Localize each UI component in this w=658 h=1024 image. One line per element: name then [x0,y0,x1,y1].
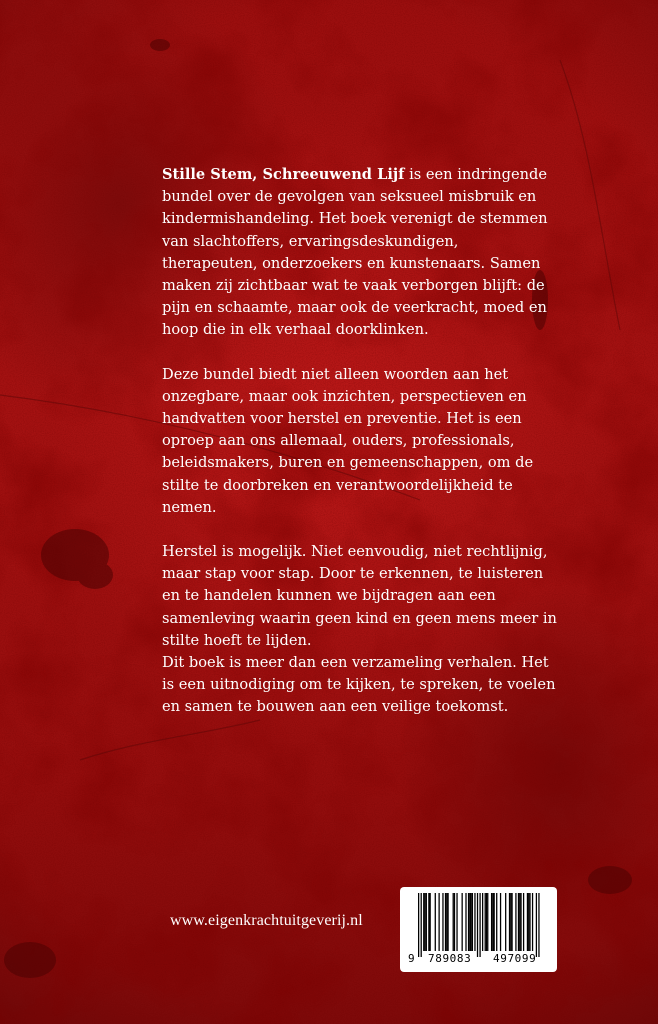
barcode-bar [536,893,537,957]
barcode-bar [479,893,480,957]
barcode-bar [454,893,455,951]
barcode-bar [492,893,493,951]
publisher-website[interactable]: www.eigenkrachtuitgeverij.nl [170,912,363,929]
barcode-bar [477,893,478,957]
barcode-bar [532,893,533,951]
barcode-bar [523,893,524,951]
barcode-bar [485,893,486,951]
barcode-bar [527,893,528,951]
barcode-bar [515,893,516,951]
barcode-bar [528,893,529,951]
blurb-paragraph-1 [162,164,558,342]
barcode-bar [487,893,488,951]
barcode-bar [520,893,521,951]
blurb-paragraph-2: Deze bundel biedt niet alleen woorden aan het onzegbare, maar ook inzichten, perspectieven en handvatten voor herstel en preventie. Het is een oproep aan ons allemaal, ouders, professionals, beleidsmakers, buren en gemeenschappen, om de stilte te doorbreken en verantwoordelijkheid te nemen. [162,365,534,516]
blurb-paragraph-3: Herstel is mogelijk. Niet eenvoudig, niet rechtlijnig, maar stap voor stap. Door te erkennen, te luisteren en te handelen kunnen we bijdragen aan een samenleving waarin geen kind en geen mens meer in stilte hoeft te lijden. [162,543,557,649]
barcode-bar [494,893,495,951]
isbn-barcode [400,887,557,972]
barcode-bar [470,893,471,951]
barcode-bar [509,893,510,951]
barcode-bar [465,893,466,951]
barcode-bar [418,893,419,957]
barcode-bar [505,893,506,951]
blurb-paragraph-4: Dit boek is meer dan een verzameling verhalen. Het is een uitnodiging om te kijken, te spreken, te voelen en samen te bouwen aan een veilige toekomst. [162,654,556,716]
barcode-bar [424,893,425,951]
barcode-bar [456,893,457,951]
blurb-paragraph-1-text: is een indringende bundel over de gevolgen van seksueel misbruik en kindermishandeling. Het boek verenigt de stemmen van slachtoffers, ervaringsdeskundigen, therapeuten, onderzoekers en kunstenaars. Samen maken zij zichtbaar wat te vaak verborgen blijft: de pijn en schaamte, maar ook de veerkracht, moed en hoop die in elk verhaal doorklinken. [162,166,548,339]
barcode-bar [446,893,447,951]
barcode-bar [538,893,539,957]
barcode-bar [430,893,431,951]
barcode-bar [491,893,492,951]
barcode-bar [421,893,422,957]
barcode-bar [445,893,446,951]
barcode-bar [453,893,454,951]
barcode-bar [472,893,473,951]
barcode-right-digits: 497099 [493,952,537,965]
blurb [162,164,558,719]
barcode-bar [500,893,501,951]
barcode-bar [518,893,519,951]
barcode-bar [519,893,520,951]
barcode-bar [468,893,469,951]
barcode-bar [496,893,497,951]
barcode-bar [426,893,427,951]
barcode-bar [438,893,439,951]
barcode-bar [423,893,424,951]
barcode-lead-digit: 9 [408,952,416,965]
barcode-bar [474,893,475,951]
barcode-bar [462,893,463,951]
barcode-bar [428,893,429,951]
barcode-bar [469,893,470,951]
barcode-bar [529,893,530,951]
barcode-left-digits: 789083 [428,952,472,965]
barcode-bar [442,893,443,951]
book-title: Stille Stem, Schreeuwend Lijf [162,166,405,183]
barcode-bar [486,893,487,951]
barcode-bar [447,893,448,951]
barcode-bar [435,893,436,951]
barcode-bar [510,893,511,951]
barcode-bar [511,893,512,951]
barcode-bar [482,893,483,951]
